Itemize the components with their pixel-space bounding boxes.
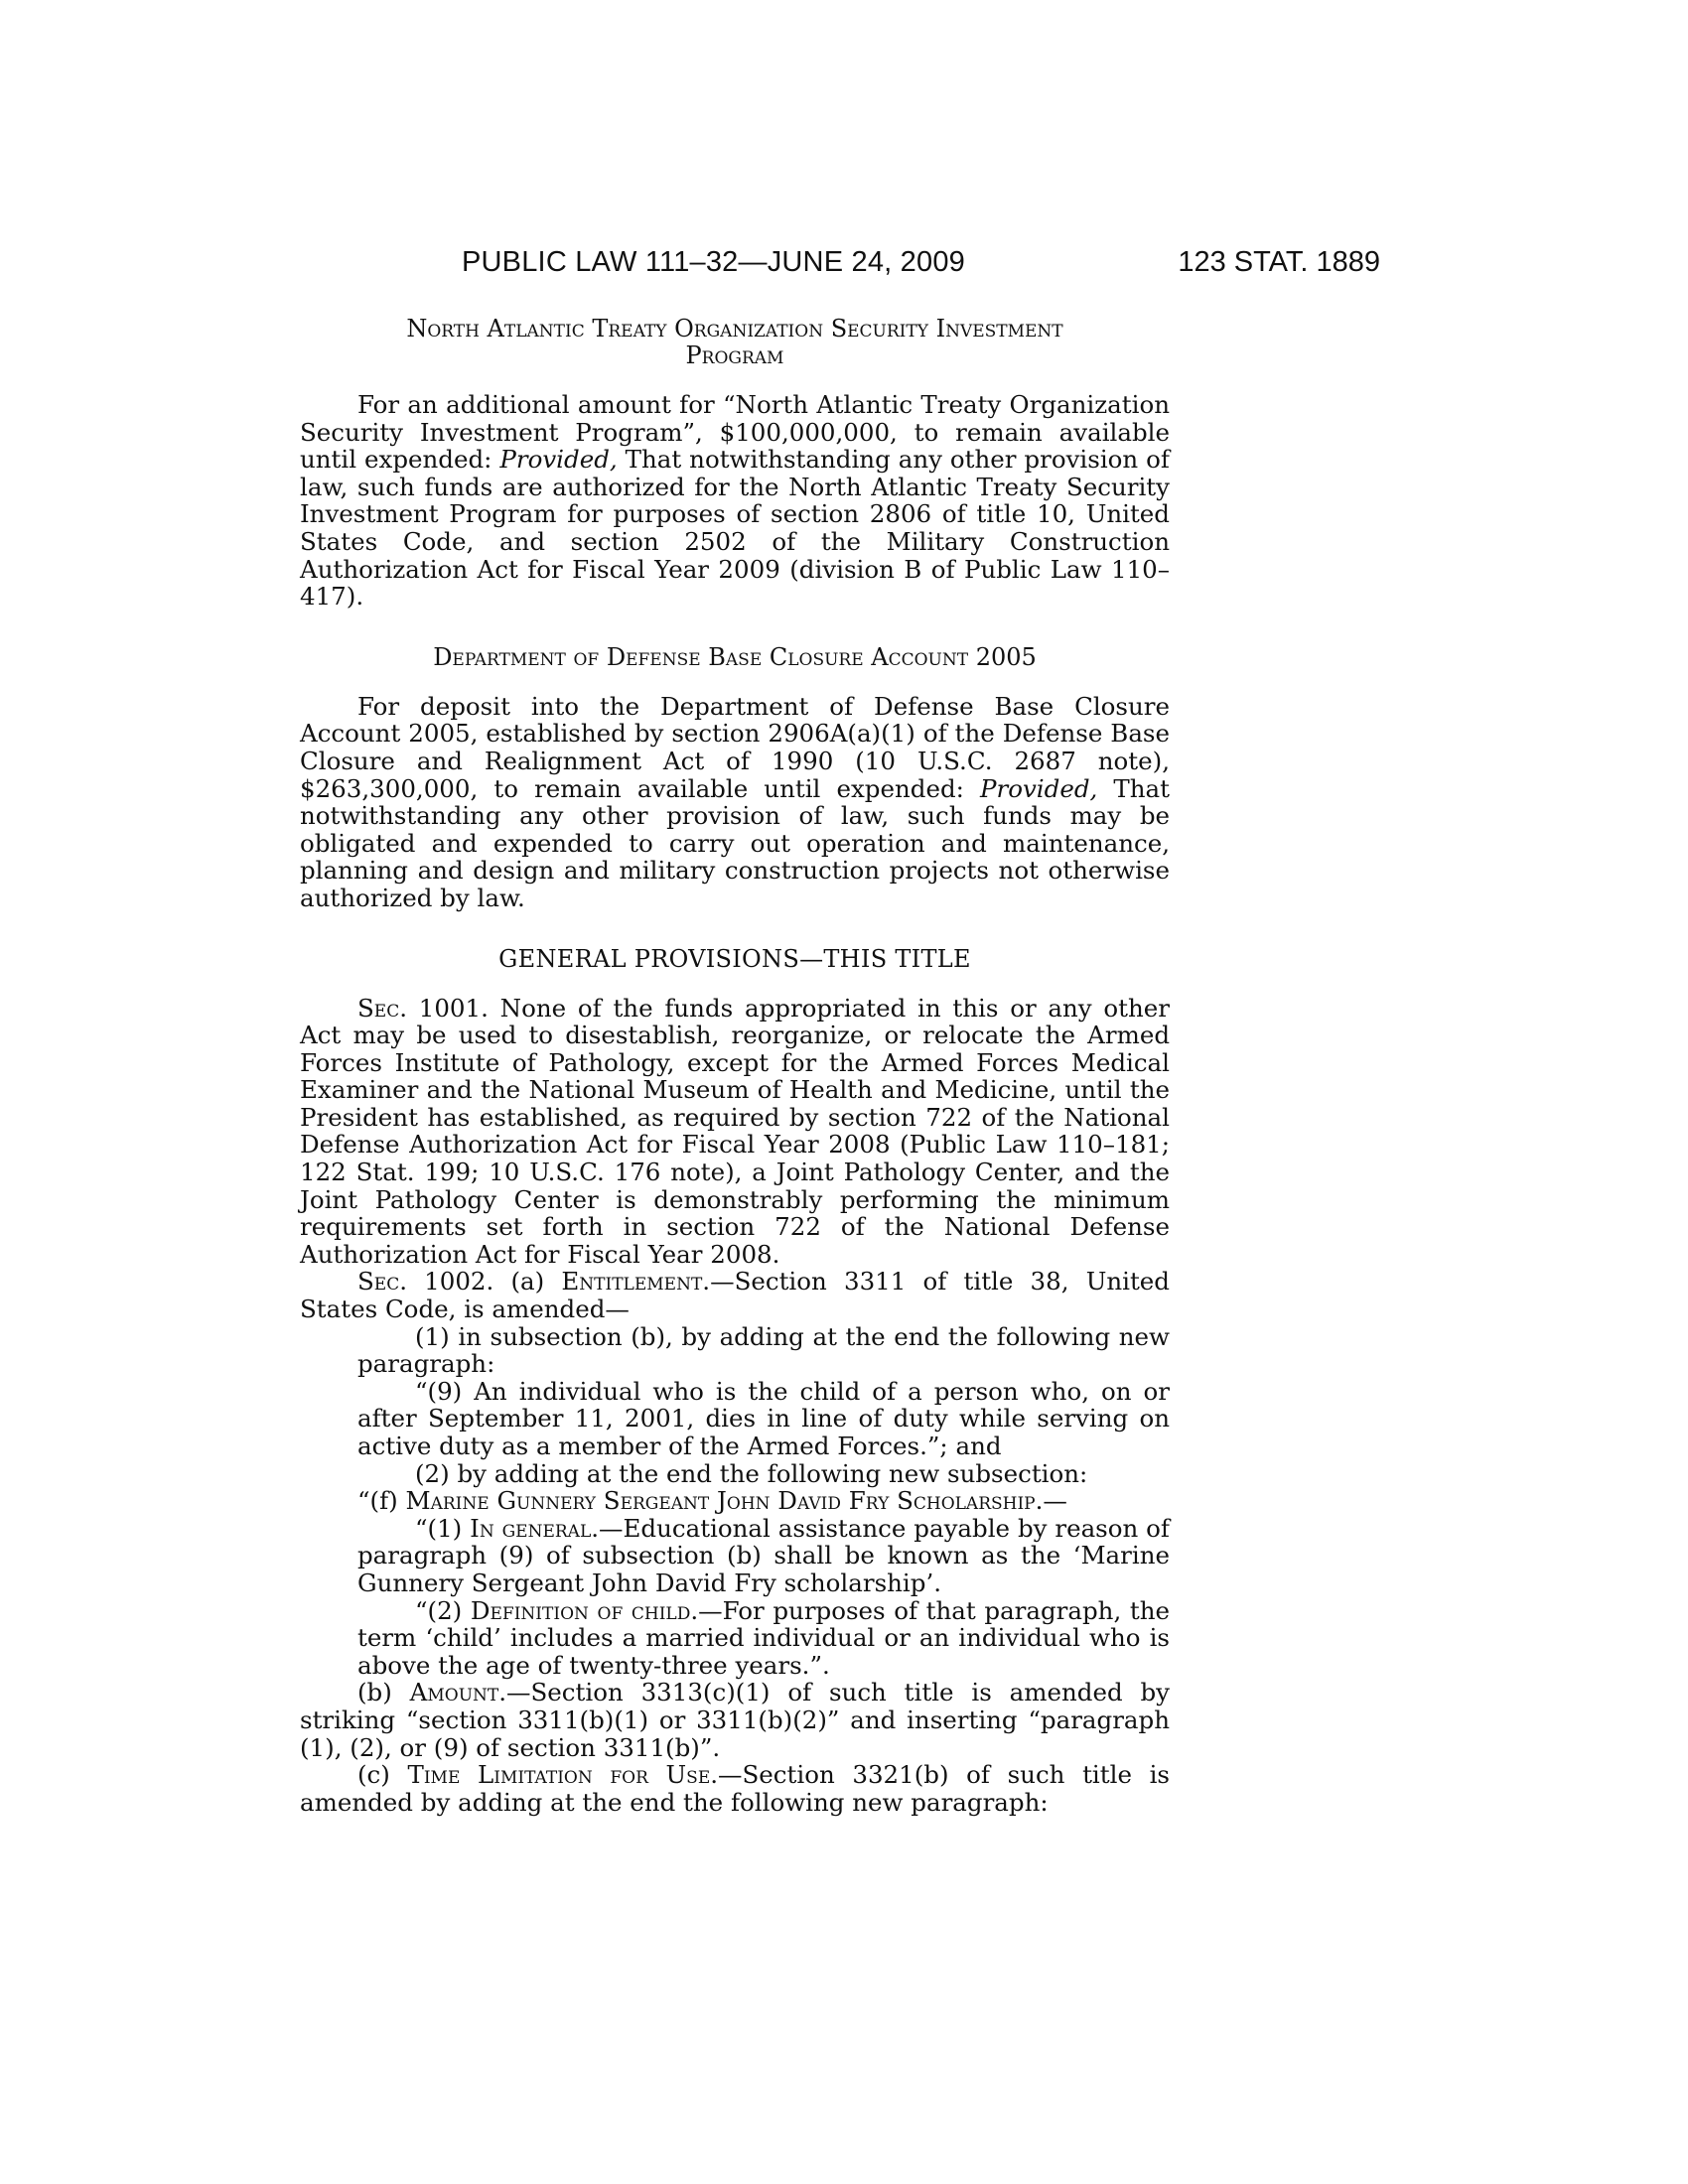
sec-1001-text: None of the funds appropriated in this or any other Act may be used to disestablish, reorganize, or relocate the Armed Forces Institute of Pathology, except for the Armed Forces Medical Examiner and the National Museum of Health and Medicine, until the President has established, as required by section 722 of the National Defense Authorization Act for Fiscal Year 2008 (Public Law 110–181; 122 Stat. 199; 10 U.S.C. 176 note), a Joint Pathology Center, and the Joint Pathology Center is demonstrably performing the minimum requirements set forth in section 722 of the National Defense Authorization Act for Fiscal Year 2008. (300, 993, 1170, 1269)
item-1: (1) in subsection (b), by adding at the end the following new paragraph: (357, 1321, 1170, 1379)
f-heading: Marine Gunnery Sergeant John David Fry Scholarship (405, 1486, 1036, 1516)
subsection-f-2 (300, 1597, 1170, 1680)
item-2: (2) by adding at the end the following new subsection: (415, 1458, 1088, 1488)
f1-text: .—Educational assistance payable by reason of paragraph (9) of subsection (b) shall be known as the ‘Marine Gunnery Sergeant John David Fry scholarship’. (357, 1513, 1171, 1597)
sec-1002-label: Sec. 1002. (357, 1267, 494, 1297)
f-prefix: “(f) (357, 1486, 406, 1516)
f2-prefix: “(2) (415, 1595, 471, 1625)
nato-provided: Provided, (499, 445, 618, 475)
brac-paragraph (300, 693, 1170, 912)
b-prefix: (b) (357, 1678, 410, 1707)
brac-provided: Provided, (980, 773, 1098, 803)
f1-heading: In general (470, 1513, 592, 1543)
general-provisions-heading: GENERAL PROVISIONS—THIS TITLE (498, 944, 971, 973)
brac-text-b: That notwithstanding any other provision of law, such funds may be obligated and expended to carry out operation and maintenance, planning and design and military construction projects not otherwise authorized by law. (300, 773, 1170, 912)
f2-text: .—For purposes of that paragraph, the term ‘child’ includes a married individual or an individual who is above the age of twenty-three years.”. (357, 1595, 1170, 1680)
sec-1002-a-prefix: (a) (493, 1267, 562, 1297)
f1-prefix: “(1) (415, 1513, 471, 1543)
c-heading: Time Limitation for Use (407, 1760, 711, 1790)
nato-paragraph (300, 391, 1170, 611)
sec-1002-paragraph (300, 1268, 1170, 1322)
running-header (298, 246, 1380, 286)
quoted-paragraph-9: “(9) An individual who is the child of a person who, on or after September 11, 2001, dies in line of duty while serving on active duty as a member of the Armed Forces.”; and (357, 1376, 1170, 1460)
c-text: .—Section 3321(b) of such title is amended by adding at the end the following new paragraph: (300, 1760, 1170, 1817)
nato-heading: North Atlantic Treaty Organization Security Investment Program (406, 315, 1063, 369)
document-body (300, 316, 1170, 1816)
subsection-b (300, 1679, 1170, 1761)
brac-heading: Department of Defense Base Closure Account 2005 (433, 642, 1037, 671)
f2-heading: Definition of child (470, 1595, 691, 1625)
stat-citation: 123 STAT. 1889 (1178, 246, 1380, 278)
c-prefix: (c) (357, 1760, 408, 1790)
subsection-f (300, 1487, 1170, 1515)
sec-1002-a-text: .—Section 3311 of title 38, United States Code, is amended— (300, 1267, 1170, 1324)
b-text: .—Section 3313(c)(1) of such title is amended by striking “section 3311(b)(1) or 3311(b)(2)” and inserting “paragraph (1), (2), or (9) of section 3311(b)”. (300, 1678, 1171, 1762)
sec-1001-label: Sec. 1001. (357, 993, 489, 1023)
brac-text-a: For deposit into the Department of Defense Base Closure Account 2005, established by section 2906A(a)(1) of the Defense Base Closure and Realignment Act of 1990 (10 U.S.C. 2687 note), $263,300,000, to remain available until expended: (300, 691, 1170, 803)
b-heading: Amount (409, 1678, 499, 1707)
law-title: PUBLIC LAW 111–32—JUNE 24, 2009 (462, 246, 965, 278)
f-suffix: .— (1035, 1486, 1067, 1516)
sec-1002-a-heading: Entitlement (561, 1267, 703, 1297)
subsection-f-1 (300, 1515, 1170, 1597)
sec-1001-paragraph (300, 995, 1170, 1269)
nato-text-b: That notwithstanding any other provision of law, such funds are authorized for the North Atlantic Treaty Security Investment Program for purposes of section 2806 of title 10, United States Code, and section 2502 of the Military Construction Authorization Act for Fiscal Year 2009 (division B of Public Law 110–417). (300, 445, 1170, 612)
nato-text-a: For an additional amount for “North Atlantic Treaty Organization Security Investment Program”, $100,000,000, to remain available until expended: (300, 390, 1170, 475)
subsection-c (300, 1761, 1170, 1816)
